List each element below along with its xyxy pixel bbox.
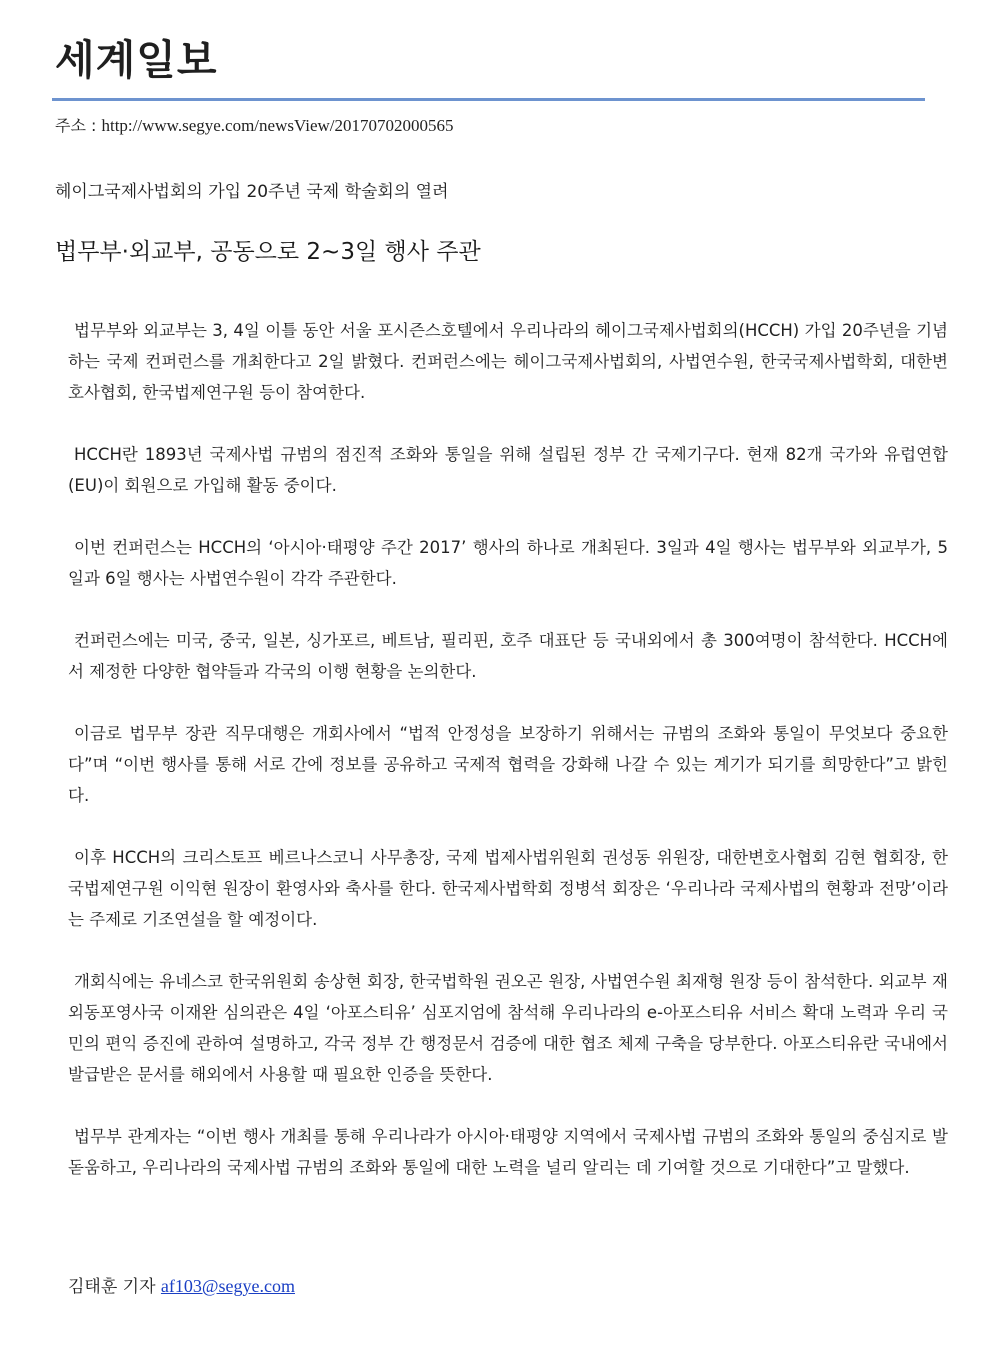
article-subtitle: 헤이그국제사법회의 가입 20주년 국제 학술회의 열려 xyxy=(55,182,449,202)
reporter-name: 김태훈 기자 xyxy=(68,1277,161,1297)
byline xyxy=(68,1272,295,1297)
address-url: http://www.segye.com/newsView/20170702000565 xyxy=(101,116,454,135)
article-body xyxy=(68,315,948,1214)
paragraph: 이후 HCCH의 크리스토프 베르나스코니 사무총장, 국제 법제사법위원회 권성동 위원장, 대한변호사협회 김현 협회장, 한국법제연구원 이익현 원장이 환영사와 축사를 한다. 한국제사법학회 정병석 회장은 ‘우리나라 국제사법의 현황과 전망’이라는 주제로 기조연설을 할 예정이다. xyxy=(68,848,948,929)
header-rule xyxy=(52,98,925,101)
paragraph: 컨퍼런스에는 미국, 중국, 일본, 싱가포르, 베트남, 필리핀, 호주 대표단 등 국내외에서 총 300여명이 참석한다. HCCH에서 제정한 다양한 협약들과 각국의 이행 현황을 논의한다. xyxy=(68,631,948,681)
address-line xyxy=(55,113,454,136)
paragraph: 법무부 관계자는 “이번 행사 개최를 통해 우리나라가 아시아·태평양 지역에서 국제사법 규범의 조화와 통일의 중심지로 발돋움하고, 우리나라의 국제사법 규범의 조화와 통일에 대한 노력을 널리 알리는 데 기여할 것으로 기대한다”고 말했다. xyxy=(68,1127,948,1177)
article-headline: 법무부·외교부, 공동으로 2~3일 행사 주관 xyxy=(55,239,481,265)
reporter-email-link[interactable]: af103@segye.com xyxy=(160,1276,295,1296)
paragraph: HCCH란 1893년 국제사법 규범의 점진적 조화와 통일을 위해 설립된 정부 간 국제기구다. 현재 82개 국가와 유럽연합(EU)이 회원으로 가입해 활동 중이다. xyxy=(68,445,948,495)
paragraph: 이번 컨퍼런스는 HCCH의 ‘아시아·태평양 주간 2017’ 행사의 하나로 개최된다. 3일과 4일 행사는 법무부와 외교부가, 5일과 6일 행사는 사법연수원이 각각 주관한다. xyxy=(68,538,948,588)
paragraph: 이금로 법무부 장관 직무대행은 개회사에서 “법적 안정성을 보장하기 위해서는 규범의 조화와 통일이 무엇보다 중요한다”며 “이번 행사를 통해 서로 간에 정보를 공유하고 국제적 협력을 강화해 나갈 수 있는 계기가 되기를 희망한다”고 밝힌다. xyxy=(68,724,948,805)
address-label: 주소 : xyxy=(55,116,102,135)
masthead-logo: 세계일보 xyxy=(55,36,218,84)
paragraph: 법무부와 외교부는 3, 4일 이틀 동안 서울 포시즌스호텔에서 우리나라의 헤이그국제사법회의(HCCH) 가입 20주년을 기념하는 국제 컨퍼런스를 개최한다고 2일 밝혔다. 컨퍼런스에는 헤이그국제사법회의, 사법연수원, 한국국제사법학회, 대한변호사협회, 한국법제연구원 등이 참여한다. xyxy=(68,321,948,402)
paragraph: 개회식에는 유네스코 한국위원회 송상현 회장, 한국법학원 권오곤 원장, 사법연수원 최재형 원장 등이 참석한다. 외교부 재외동포영사국 이재완 심의관은 4일 ‘아포스티유’ 심포지엄에 참석해 우리나라의 e-아포스티유 서비스 확대 노력과 우리 국민의 편익 증진에 관하여 설명하고, 각국 정부 간 행정문서 검증에 대한 협조 체제 구축을 당부한다. 아포스티유란 국내에서 발급받은 문서를 해외에서 사용할 때 필요한 인증을 뜻한다. xyxy=(68,972,948,1084)
